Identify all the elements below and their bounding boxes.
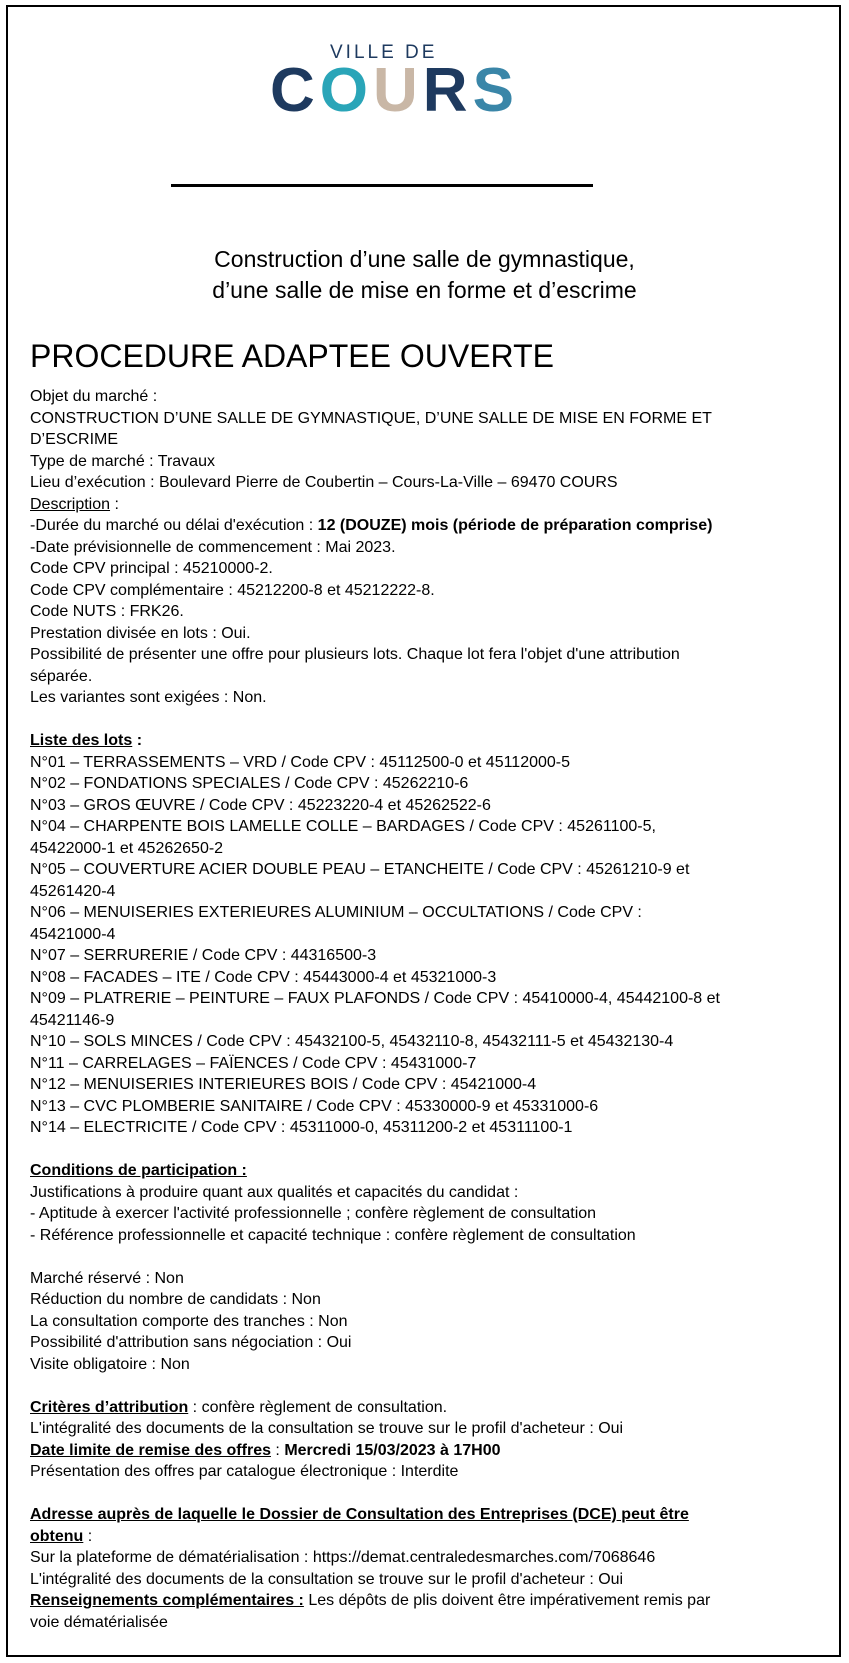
adresse-heading-2: obtenu : (30, 1527, 93, 1545)
lot-line: N°06 – MENUISERIES EXTERIEURES ALUMINIUM – OCCULTATIONS / Code CPV : (30, 904, 642, 921)
lot-line: N°07 – SERRURERIE / Code CPV : 44316500-3 (30, 947, 377, 964)
objet-line-1: CONSTRUCTION D’UNE SALLE DE GYMNASTIQUE, D’UNE SALLE DE MISE EN FORME ET (30, 409, 712, 427)
variantes: Les variantes sont exigées : Non. (30, 689, 267, 706)
lot-line: 45421000-4 (30, 925, 116, 943)
lot-line: 45422000-1 et 45262650-2 (30, 839, 224, 857)
info-line: Réduction du nombre de candidats : Non (30, 1291, 321, 1308)
ville-de-cours-logo (270, 40, 519, 130)
lot-line: N°03 – GROS ŒUVRE / Code CPV : 45223220-4 et 45262522-6 (30, 796, 491, 814)
lot-line: N°01 – TERRASSEMENTS – VRD / Code CPV : 45112500-0 et 45112000-5 (30, 753, 571, 771)
conditions-line-3: - Référence professionnelle et capacité technique : confère règlement de consultation (30, 1226, 636, 1244)
adresse-heading-1: Adresse auprès de laquelle le Dossier de Consultation des Entreprises (DCE) peut être (30, 1506, 689, 1523)
logo-cours: COURS (270, 56, 519, 125)
title-divider (171, 184, 593, 187)
type-marche: Type de marché : Travaux (30, 452, 215, 470)
conditions-line-1: Justifications à produire quant aux qualités et capacités du candidat : (30, 1183, 519, 1201)
lieu-execution: Lieu d’exécution : Boulevard Pierre de Coubertin – Cours-La-Ville – 69470 COURS (30, 474, 618, 491)
lot-line: N°09 – PLATRERIE – PEINTURE – FAUX PLAFONDS / Code CPV : 45410000-4, 45442100-8 et (30, 990, 720, 1007)
info-line: Visite obligatoire : Non (30, 1355, 190, 1373)
lot-line: N°04 – CHARPENTE BOIS LAMELLE COLLE – BARDAGES / Code CPV : 45261100-5, (30, 818, 656, 835)
duree-marche: -Durée du marché ou délai d'exécution : 12 (DOUZE) mois (période de préparation comprise) (30, 517, 713, 534)
objet-line-2: D’ESCRIME (30, 431, 119, 448)
lot-line: N°13 – CVC PLOMBERIE SANITAIRE / Code CPV : 45330000-9 et 45331000-6 (30, 1097, 599, 1115)
logo-ville-de: VILLE DE (330, 42, 438, 63)
procedure-heading: PROCEDURE ADAPTEE OUVERTE (30, 338, 554, 374)
lot-line: 45421146-9 (30, 1011, 115, 1029)
renseignements-line: Renseignements complémentaires : Les dépôts de plis doivent être impérativement remis par (30, 1592, 711, 1609)
lot-line: 45261420-4 (30, 882, 116, 900)
title-line-1: Construction d’une salle de gymnastique, (214, 246, 635, 272)
plateforme-line: Sur la plateforme de dématérialisation : https://demat.centraledesmarches.com/7068646 (30, 1549, 656, 1566)
objet-label: Objet du marché : (30, 388, 158, 405)
lots-heading: Liste des lots : (30, 732, 143, 749)
lot-line: N°14 – ELECTRICITE / Code CPV : 45311000-0, 45311200-2 et 45311100-1 (30, 1119, 573, 1136)
title-line-2: d’une salle de mise en forme et d’escrime (212, 277, 637, 303)
possibilite-line-1: Possibilité de présenter une offre pour plusieurs lots. Chaque lot fera l'objet d'une attribution (30, 646, 680, 663)
integralite-line-2: L'intégralité des documents de la consultation se trouve sur le profil d'acheteur : Oui (30, 1570, 624, 1588)
integralite-line: L'intégralité des documents de la consultation se trouve sur le profil d'acheteur : Oui (30, 1420, 624, 1437)
date-commencement: -Date prévisionnelle de commencement : Mai 2023. (30, 538, 396, 556)
description-heading: Description : (30, 495, 119, 513)
renseignements-line-2: voie dématérialisée (30, 1613, 168, 1631)
cpv-principal: Code CPV principal : 45210000-2. (30, 560, 273, 577)
conditions-heading: Conditions de participation : (30, 1162, 247, 1179)
criteres-line: Critères d’attribution : confère règlement de consultation. (30, 1398, 448, 1416)
presentation-line: Présentation des offres par catalogue électronique : Interdite (30, 1463, 459, 1480)
conditions-line-2: - Aptitude à exercer l'activité professionnelle ; confère règlement de consultation (30, 1205, 597, 1222)
cpv-complementaire: Code CPV complémentaire : 45212200-8 et 45212222-8. (30, 581, 435, 599)
info-line: Possibilité d'attribution sans négociation : Oui (30, 1334, 352, 1351)
info-line: Marché réservé : Non (30, 1269, 184, 1287)
prestation-lots: Prestation divisée en lots : Oui. (30, 624, 251, 642)
date-limite-line: Date limite de remise des offres : Mercredi 15/03/2023 à 17H00 (30, 1441, 501, 1459)
code-nuts: Code NUTS : FRK26. (30, 603, 184, 620)
lot-line: N°02 – FONDATIONS SPECIALES / Code CPV : 45262210-6 (30, 775, 469, 792)
lot-line: N°08 – FACADES – ITE / Code CPV : 45443000-4 et 45321000-3 (30, 968, 497, 986)
document-body (30, 386, 820, 1633)
info-line: La consultation comporte des tranches : Non (30, 1312, 348, 1330)
lot-line: N°12 – MENUISERIES INTERIEURES BOIS / Code CPV : 45421000-4 (30, 1076, 537, 1093)
lot-line: N°10 – SOLS MINCES / Code CPV : 45432100-5, 45432110-8, 45432111-5 et 45432130-4 (30, 1033, 674, 1050)
possibilite-line-2: séparée. (30, 667, 93, 685)
document-title (0, 244, 849, 306)
lot-line: N°11 – CARRELAGES – FAÏENCES / Code CPV : 45431000-7 (30, 1054, 477, 1072)
lot-line: N°05 – COUVERTURE ACIER DOUBLE PEAU – ETANCHEITE / Code CPV : 45261210-9 et (30, 861, 690, 878)
